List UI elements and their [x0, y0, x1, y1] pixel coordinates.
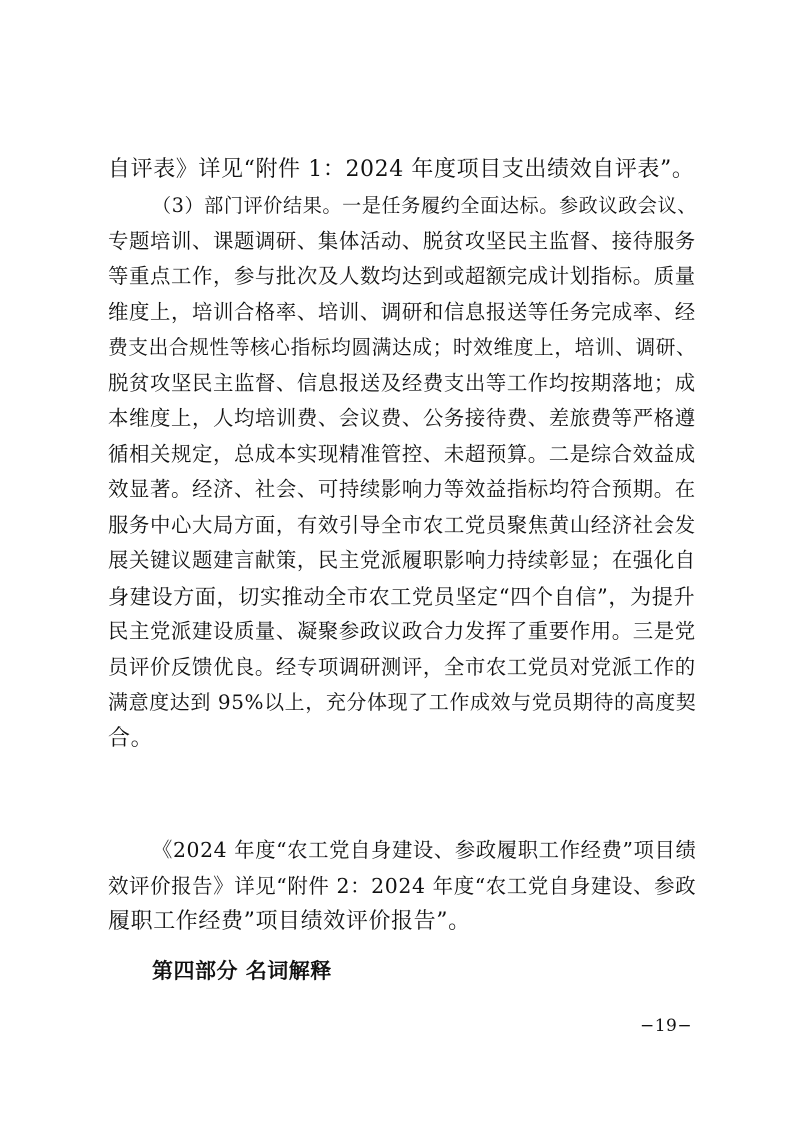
text-line: （3）部门评价结果。一是任务履约全面达标。参政议政会议、 — [152, 194, 697, 217]
text-line: 维度上，培训合格率、培训、调研和信息报送等任务完成率、经 — [108, 299, 696, 324]
text-line: 专题培训、课题调研、集体活动、脱贫攻坚民主监督、接待服务 — [108, 228, 696, 253]
paragraph-2 — [108, 188, 698, 756]
text-line: 等重点工作，参与批次及人数均达到或超额完成计划指标。质量 — [108, 264, 696, 288]
text-line: 员评价反馈优良。经专项调研测评，全市农工党员对党派工作的 — [108, 654, 696, 679]
text-line: 满意度达到 95%以上，充分体现了工作成效与党员期待的高度契 — [108, 690, 697, 714]
text-line: 脱贫攻坚民主监督、信息报送及经费支出等工作均按期落地；成 — [108, 370, 696, 395]
text-line: 本维度上，人均培训费、会议费、公务接待费、差旅费等严格遵 — [108, 406, 696, 430]
paragraph-1 — [108, 152, 698, 188]
text-line: 服务中心大局方面，有效引导全市农工党员聚焦黄山经济社会发 — [108, 512, 696, 537]
page-number: −19− — [640, 1016, 693, 1036]
text-line: 效评价报告》详见“附件 2：2024 年度“农工党自身建设、参政 — [108, 873, 697, 898]
text-line: 《2024 年度“农工党自身建设、参政履职工作经费”项目绩 — [152, 838, 697, 862]
text-line: 合。 — [108, 725, 154, 751]
text-line: 效显著。经济、社会、可持续影响力等效益指标均符合预期。在 — [108, 477, 696, 501]
text-line: 履职工作经费”项目绩效评价报告”。 — [108, 909, 471, 934]
text-line: 民主党派建设质量、凝聚参政议政合力发挥了重要作用。三是党 — [108, 619, 696, 643]
text-line: 循相关规定，总成本实现精准管控、未超预算。二是综合效益成 — [108, 441, 696, 466]
section-heading: 第四部分 名词解释 — [152, 959, 332, 983]
paragraph-3 — [108, 833, 698, 940]
text-line: 展关键议题建言献策，民主党派履职影响力持续彰显；在强化自 — [108, 548, 696, 572]
text-line: 费支出合规性等核心指标均圆满达成；时效维度上，培训、调研、 — [108, 336, 697, 359]
text-line: 身建设方面，切实推动全市农工党员坚定“四个自信”，为提升 — [108, 583, 696, 609]
text-line: 自评表》详见“附件 1：2024 年度项目支出绩效自评表”。 — [108, 157, 695, 182]
